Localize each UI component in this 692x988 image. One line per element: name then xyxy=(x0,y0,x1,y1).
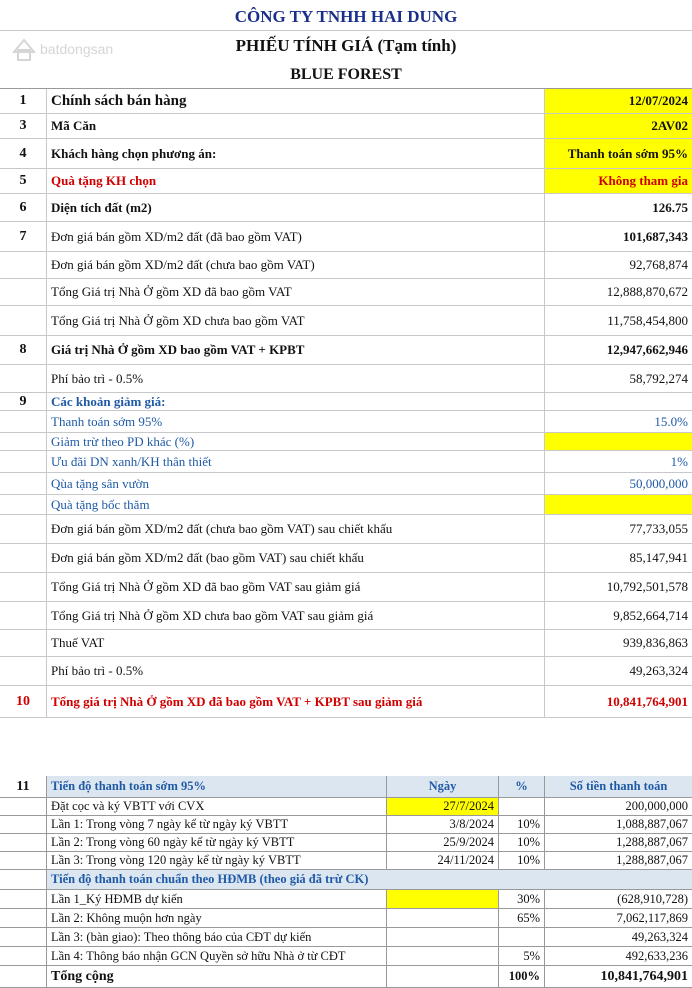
company-name: CÔNG TY TNHH HAI DUNG xyxy=(0,4,692,31)
empty-cell xyxy=(0,947,46,965)
document-title: PHIẾU TÍNH GIÁ (Tạm tính) xyxy=(235,36,457,55)
table-row xyxy=(0,909,692,928)
schedule-item-date: 27/7/2024 xyxy=(386,798,498,815)
row-label: Tổng Giá trị Nhà Ở gồm XD đã bao gồm VAT sau giảm giá xyxy=(46,573,544,601)
row-label: Qùa tặng sân vườn xyxy=(46,473,544,494)
row-label: Đơn giá bán gồm XD/m2 đất (đã bao gồm VAT) xyxy=(46,222,544,251)
table-row xyxy=(0,544,692,573)
row-value: 939,836,863 xyxy=(544,630,692,656)
empty-cell xyxy=(0,870,46,889)
table-row xyxy=(0,890,692,909)
empty-cell xyxy=(0,798,46,815)
row-label: Giảm trừ theo PD khác (%) xyxy=(46,433,544,450)
schedule-item-amount: 492,633,236 xyxy=(544,947,692,965)
table-row xyxy=(0,433,692,451)
schedule-item-pct: 5% xyxy=(498,947,544,965)
row-number xyxy=(0,451,46,472)
row-value: 85,147,941 xyxy=(544,544,692,572)
row-label: Quà tặng bốc thăm xyxy=(46,495,544,514)
table-row xyxy=(0,630,692,657)
row-value: 10,841,764,901 xyxy=(544,686,692,717)
schedule-item-label: Lần 1: Trong vòng 7 ngày kể từ ngày ký VBTT xyxy=(46,816,386,833)
row-label: Phí bảo trì - 0.5% xyxy=(46,657,544,685)
row-label: Tổng Giá trị Nhà Ở gồm XD chưa bao gồm VAT xyxy=(46,306,544,335)
row-value: 11,758,454,800 xyxy=(544,306,692,335)
row-label: Diện tích đất (m2) xyxy=(46,194,544,221)
row-number xyxy=(0,495,46,514)
total-amount: 10,841,764,901 xyxy=(544,966,692,987)
table-row xyxy=(0,473,692,495)
table-row xyxy=(0,798,692,816)
row-value: 49,263,324 xyxy=(544,657,692,685)
empty-cell xyxy=(0,890,46,908)
row-number: 6 xyxy=(19,199,27,215)
row-number: 3 xyxy=(19,118,27,133)
table-row xyxy=(0,222,692,252)
schedule-item-label: Lần 2: Trong vòng 60 ngày kể từ ngày ký VBTT xyxy=(46,834,386,851)
row-value: 58,792,274 xyxy=(544,365,692,392)
schedule-item-date xyxy=(386,947,498,965)
schedule-item-pct xyxy=(498,928,544,946)
table-row xyxy=(0,515,692,544)
row-number: 8 xyxy=(19,342,27,357)
table-row xyxy=(0,573,692,602)
row-number xyxy=(0,573,46,601)
table-row xyxy=(0,114,692,139)
row-value: 126.75 xyxy=(544,194,692,221)
row-number xyxy=(0,279,46,305)
total-label: Tổng cộng xyxy=(46,966,386,987)
row-number xyxy=(0,411,46,432)
row-label: Khách hàng chọn phương án: xyxy=(46,139,544,168)
row-value: 92,768,874 xyxy=(544,252,692,278)
table-row xyxy=(0,89,692,114)
schedule-item-date: 24/11/2024 xyxy=(386,852,498,869)
empty-cell xyxy=(0,834,46,851)
schedule-header-date: Ngày xyxy=(386,776,498,797)
table-row xyxy=(0,928,692,947)
row-number: 9 xyxy=(19,393,27,409)
row-value: 10,792,501,578 xyxy=(544,573,692,601)
empty-cell xyxy=(0,852,46,869)
row-value xyxy=(544,495,692,514)
table-row xyxy=(0,279,692,306)
row-label: Các khoản giảm giá: xyxy=(46,393,544,410)
schedule-item-pct: 10% xyxy=(498,852,544,869)
schedule-item-label: Lần 4: Thông báo nhận GCN Quyền sở hữu Nhà ở từ CĐT xyxy=(46,947,386,965)
section-number: 11 xyxy=(0,776,46,797)
schedule-item-date xyxy=(386,928,498,946)
schedule-item-pct xyxy=(498,798,544,815)
schedule-item-label: Lần 3: Trong vòng 120 ngày kể từ ngày ký VBTT xyxy=(46,852,386,869)
row-number: 1 xyxy=(19,93,27,108)
row-value: 77,733,055 xyxy=(544,515,692,543)
row-number xyxy=(0,306,46,335)
standard-schedule-title: Tiến độ thanh toán chuẩn theo HĐMB (theo giá đã trừ CK) xyxy=(46,870,692,889)
schedule-item-label: Lần 2: Không muộn hơn ngày xyxy=(46,909,386,927)
table-row xyxy=(0,657,692,686)
row-label: Tổng Giá trị Nhà Ở gồm XD chưa bao gồm VAT sau giảm giá xyxy=(46,602,544,629)
schedule-item-label: Lần 3: (bàn giao): Theo thông báo của CĐT dự kiến xyxy=(46,928,386,946)
row-number xyxy=(0,365,46,392)
row-label: Đơn giá bán gồm XD/m2 đất (chưa bao gồm VAT) sau chiết khấu xyxy=(46,515,544,543)
schedule-item-label: Lần 1_Ký HĐMB dự kiến xyxy=(46,890,386,908)
table-row xyxy=(0,139,692,169)
row-label: Ưu đãi DN xanh/KH thân thiết xyxy=(46,451,544,472)
schedule-item-amount: 1,088,887,067 xyxy=(544,816,692,833)
empty-cell xyxy=(0,816,46,833)
table-row xyxy=(0,365,692,393)
row-value: 15.0% xyxy=(544,411,692,432)
empty-cell xyxy=(0,928,46,946)
schedule-header-pct: % xyxy=(498,776,544,797)
row-number: 4 xyxy=(19,145,27,161)
schedule-item-pct: 65% xyxy=(498,909,544,927)
row-number xyxy=(0,630,46,656)
row-number xyxy=(0,602,46,629)
table-row xyxy=(0,602,692,630)
row-value: 50,000,000 xyxy=(544,473,692,494)
row-value: 12,888,870,672 xyxy=(544,279,692,305)
table-row xyxy=(0,966,692,988)
table-row xyxy=(0,169,692,194)
row-label: Chính sách bán hàng xyxy=(46,89,544,113)
row-value: 2AV02 xyxy=(544,114,692,138)
table-row xyxy=(0,336,692,365)
table-row xyxy=(0,852,692,870)
schedule-item-amount: (628,910,728) xyxy=(544,890,692,908)
schedule-item-amount: 1,288,887,067 xyxy=(544,834,692,851)
schedule-item-amount: 1,288,887,067 xyxy=(544,852,692,869)
row-label: Giá trị Nhà Ở gồm XD bao gồm VAT + KPBT xyxy=(46,336,544,364)
empty-cell xyxy=(386,966,498,987)
schedule-item-pct: 30% xyxy=(498,890,544,908)
row-number xyxy=(0,657,46,685)
table-row xyxy=(0,834,692,852)
row-number xyxy=(0,544,46,572)
row-label: Đơn giá bán gồm XD/m2 đất (bao gồm VAT) sau chiết khấu xyxy=(46,544,544,572)
row-label: Phí bảo trì - 0.5% xyxy=(46,365,544,392)
schedule-item-date xyxy=(386,909,498,927)
row-value: 101,687,343 xyxy=(544,222,692,251)
total-pct: 100% xyxy=(498,966,544,987)
row-label: Thanh toán sớm 95% xyxy=(46,411,544,432)
row-number xyxy=(0,473,46,494)
table-row xyxy=(0,870,692,890)
schedule-item-date: 3/8/2024 xyxy=(386,816,498,833)
table-row xyxy=(0,686,692,718)
row-number: 5 xyxy=(19,173,27,188)
table-row xyxy=(0,816,692,834)
table-row xyxy=(0,451,692,473)
schedule-header-label: Tiến độ thanh toán sớm 95% xyxy=(46,776,386,797)
schedule-item-label: Đặt cọc và ký VBTT với CVX xyxy=(46,798,386,815)
row-value xyxy=(544,433,692,450)
row-label: Thuế VAT xyxy=(46,630,544,656)
table-row xyxy=(0,411,692,433)
schedule-header-amount: Số tiền thanh toán xyxy=(544,776,692,797)
row-value: Không tham gia xyxy=(544,169,692,193)
schedule-item-pct: 10% xyxy=(498,816,544,833)
row-value: 12/07/2024 xyxy=(544,89,692,113)
table-row xyxy=(0,306,692,336)
row-number xyxy=(0,252,46,278)
table-row xyxy=(0,252,692,279)
table-row xyxy=(0,393,692,411)
schedule-item-pct: 10% xyxy=(498,834,544,851)
row-label: Tổng giá trị Nhà Ở gồm XD đã bao gồm VAT + KPBT sau giảm giá xyxy=(46,686,544,717)
row-value: Thanh toán sớm 95% xyxy=(544,139,692,168)
schedule-item-date: 25/9/2024 xyxy=(386,834,498,851)
schedule-item-amount: 49,263,324 xyxy=(544,928,692,946)
row-label: Mã Căn xyxy=(46,114,544,138)
row-value xyxy=(544,393,692,410)
project-name: BLUE FOREST xyxy=(0,62,692,89)
table-row xyxy=(0,194,692,222)
row-value: 12,947,662,946 xyxy=(544,336,692,364)
row-number: 7 xyxy=(19,228,27,244)
row-label: Tổng Giá trị Nhà Ở gồm XD đã bao gồm VAT xyxy=(46,279,544,305)
row-number: 10 xyxy=(16,693,30,709)
row-label: Quà tặng KH chọn xyxy=(46,169,544,193)
row-label: Đơn giá bán gồm XD/m2 đất (chưa bao gồm VAT) xyxy=(46,252,544,278)
row-number xyxy=(0,433,46,450)
schedule-item-amount: 200,000,000 xyxy=(544,798,692,815)
empty-cell xyxy=(0,966,46,987)
schedule-item-date xyxy=(386,890,498,908)
row-value: 1% xyxy=(544,451,692,472)
row-number xyxy=(0,515,46,543)
table-row xyxy=(0,776,692,798)
table-row xyxy=(0,495,692,515)
svg-text:batdongsan: batdongsan xyxy=(40,41,114,57)
empty-cell xyxy=(0,909,46,927)
row-value: 9,852,664,714 xyxy=(544,602,692,629)
table-row xyxy=(0,947,692,966)
schedule-item-amount: 7,062,117,869 xyxy=(544,909,692,927)
